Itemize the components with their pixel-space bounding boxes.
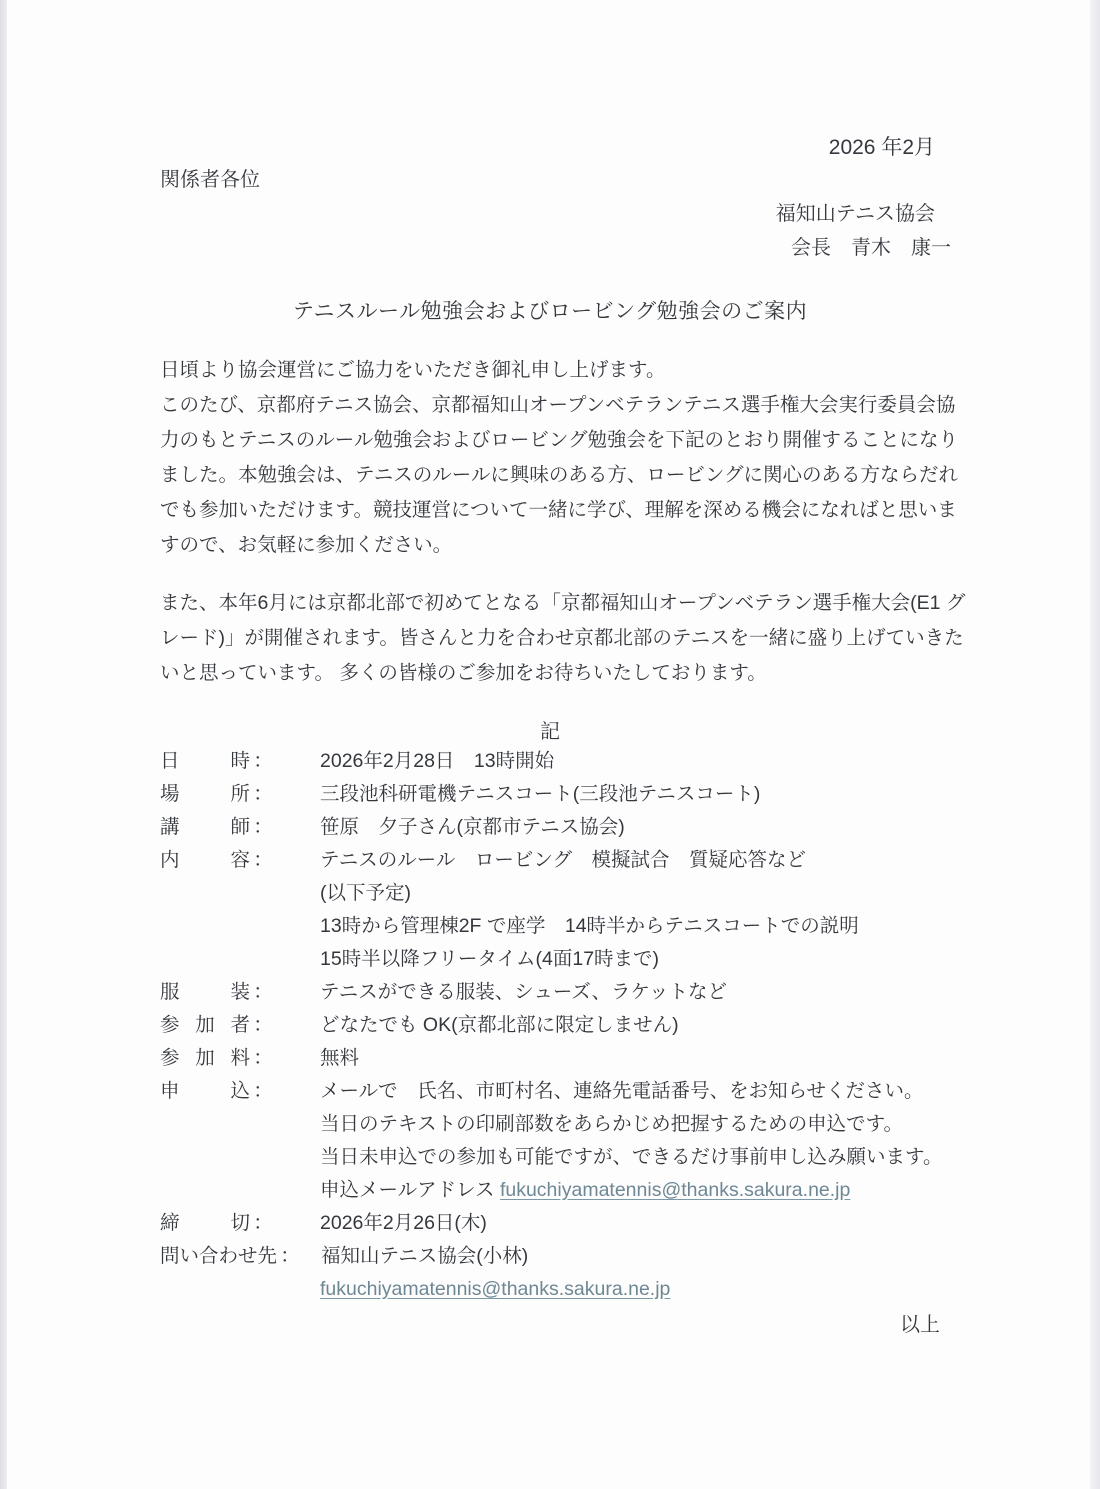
detail-value: メールで 氏名、市町村名、連絡先電話番号、をお知らせください。 (320, 1080, 924, 1102)
application-email-label: 申込メールアドレス (320, 1179, 495, 1201)
detail-label: 参加者 (160, 1014, 250, 1036)
tournament-note-text: また、本年6月には京都北部で初めてとなる「京都福知山オープンベテラン選手権大会(E1 グレード)」が開催されます。皆さんと力を合わせ京都北部のテニスを一緒に盛り上げていきたいと思っています。 多くの皆様のご参加をお待ちいたしております。 (160, 592, 966, 684)
sender-block (775, 197, 951, 265)
second-paragraph (160, 586, 972, 691)
detail-row-contact-email (160, 1273, 972, 1306)
sender-person: 会長 青木 康一 (791, 237, 951, 259)
detail-label: 講師 (160, 816, 250, 838)
detail-colon: ： (280, 1245, 300, 1267)
detail-label: 日時 (160, 750, 250, 772)
detail-label: 内容 (160, 849, 250, 871)
photo-edge-left (0, 0, 7, 1489)
detail-value: 2026年2月28日 13時開始 (320, 750, 555, 772)
detail-row-contents-cont (160, 943, 972, 976)
detail-row-application (160, 1075, 972, 1108)
document-title: テニスルール勉強会およびロービング勉強会のご案内 (292, 300, 808, 323)
sender-organization: 福知山テニス協会 (775, 203, 935, 225)
detail-colon: ： (253, 1080, 273, 1102)
detail-row-application-cont (160, 1141, 972, 1174)
detail-row-contents (160, 844, 972, 877)
announcement-text: このたび、京都府テニス協会、京都福知山オープンベテランテニス選手権大会実行委員会協力のもとテニスのルール勉強会およびロービング勉強会を下記のとおり開催することになりました。本勉強会は、テニスのルールに興味のある方、ロービングに関心のある方ならだれでも参加いただけます。競技運営について一緒に学び、理解を深める機会になればと思いますので、お気軽に参加ください。 (160, 394, 958, 556)
detail-row-contact (160, 1240, 972, 1273)
detail-colon: ： (253, 849, 273, 871)
detail-label: 服装 (160, 981, 250, 1003)
detail-value: テニスができる服装、シューズ、ラケットなど (320, 981, 727, 1003)
detail-row-application-email (160, 1174, 972, 1207)
detail-colon: ： (253, 1212, 273, 1234)
application-email-link[interactable]: fukuchiyamatennis@thanks.sakura.ne.jp (499, 1179, 851, 1201)
detail-row-fee (160, 1042, 972, 1075)
record-marker: 記 (540, 721, 560, 743)
detail-row-attire (160, 976, 972, 1009)
detail-row-application-cont (160, 1108, 972, 1141)
detail-row-datetime (160, 745, 972, 778)
detail-value: 当日未申込での参加も可能ですが、できるだけ事前申し込み願います。 (320, 1146, 943, 1168)
detail-label: 問い合わせ先 (160, 1245, 278, 1267)
detail-value: 無料 (320, 1047, 360, 1069)
detail-row-place (160, 778, 972, 811)
detail-label: 場所 (160, 783, 250, 805)
detail-label: 締切 (160, 1212, 250, 1234)
detail-value: 15時半以降フリータイム(4面17時まで) (320, 948, 660, 970)
detail-row-deadline (160, 1207, 972, 1240)
detail-colon: ： (253, 816, 273, 838)
detail-label: 申込 (160, 1080, 250, 1102)
closing-marker: 以上 (900, 1314, 940, 1336)
detail-row-contents-cont (160, 910, 972, 943)
detail-value: 2026年2月26日(木) (320, 1212, 487, 1234)
detail-row-contents-cont (160, 877, 972, 910)
detail-colon: ： (253, 783, 273, 805)
detail-value: テニスのルール ロービング 模擬試合 質疑応答など (320, 849, 806, 871)
detail-value: どなたでも OK(京都北部に限定しません) (320, 1014, 679, 1036)
detail-value: 当日のテキストの印刷部数をあらかじめ把握するための申込です。 (320, 1113, 904, 1135)
detail-value: 13時から管理棟2F で座学 14時半からテニスコートでの説明 (320, 915, 859, 937)
photo-edge-right (1090, 0, 1100, 1489)
detail-value: 福知山テニス協会(小林) (321, 1245, 529, 1267)
detail-colon: ： (253, 750, 273, 772)
detail-colon: ： (253, 981, 273, 1003)
details-list (160, 745, 972, 1306)
detail-value: 笹原 夕子さん(京都市テニス協会) (320, 816, 625, 838)
detail-value: 三段池科研電機テニスコート(三段池テニスコート) (320, 783, 761, 805)
opening-paragraph (160, 353, 972, 563)
detail-row-participants (160, 1009, 972, 1042)
contact-email-link[interactable]: fukuchiyamatennis@thanks.sakura.ne.jp (320, 1278, 671, 1300)
document-date: 2026 年2月 (828, 136, 935, 159)
recipient-line: 関係者各位 (160, 169, 260, 191)
detail-row-lecturer (160, 811, 972, 844)
detail-value: (以下予定) (320, 882, 411, 904)
greeting-line: 日頃より協会運営にご協力をいただき御礼申し上げます。 (160, 359, 666, 381)
detail-label: 参加料 (160, 1047, 250, 1069)
detail-colon: ： (253, 1047, 273, 1069)
detail-colon: ： (253, 1014, 273, 1036)
